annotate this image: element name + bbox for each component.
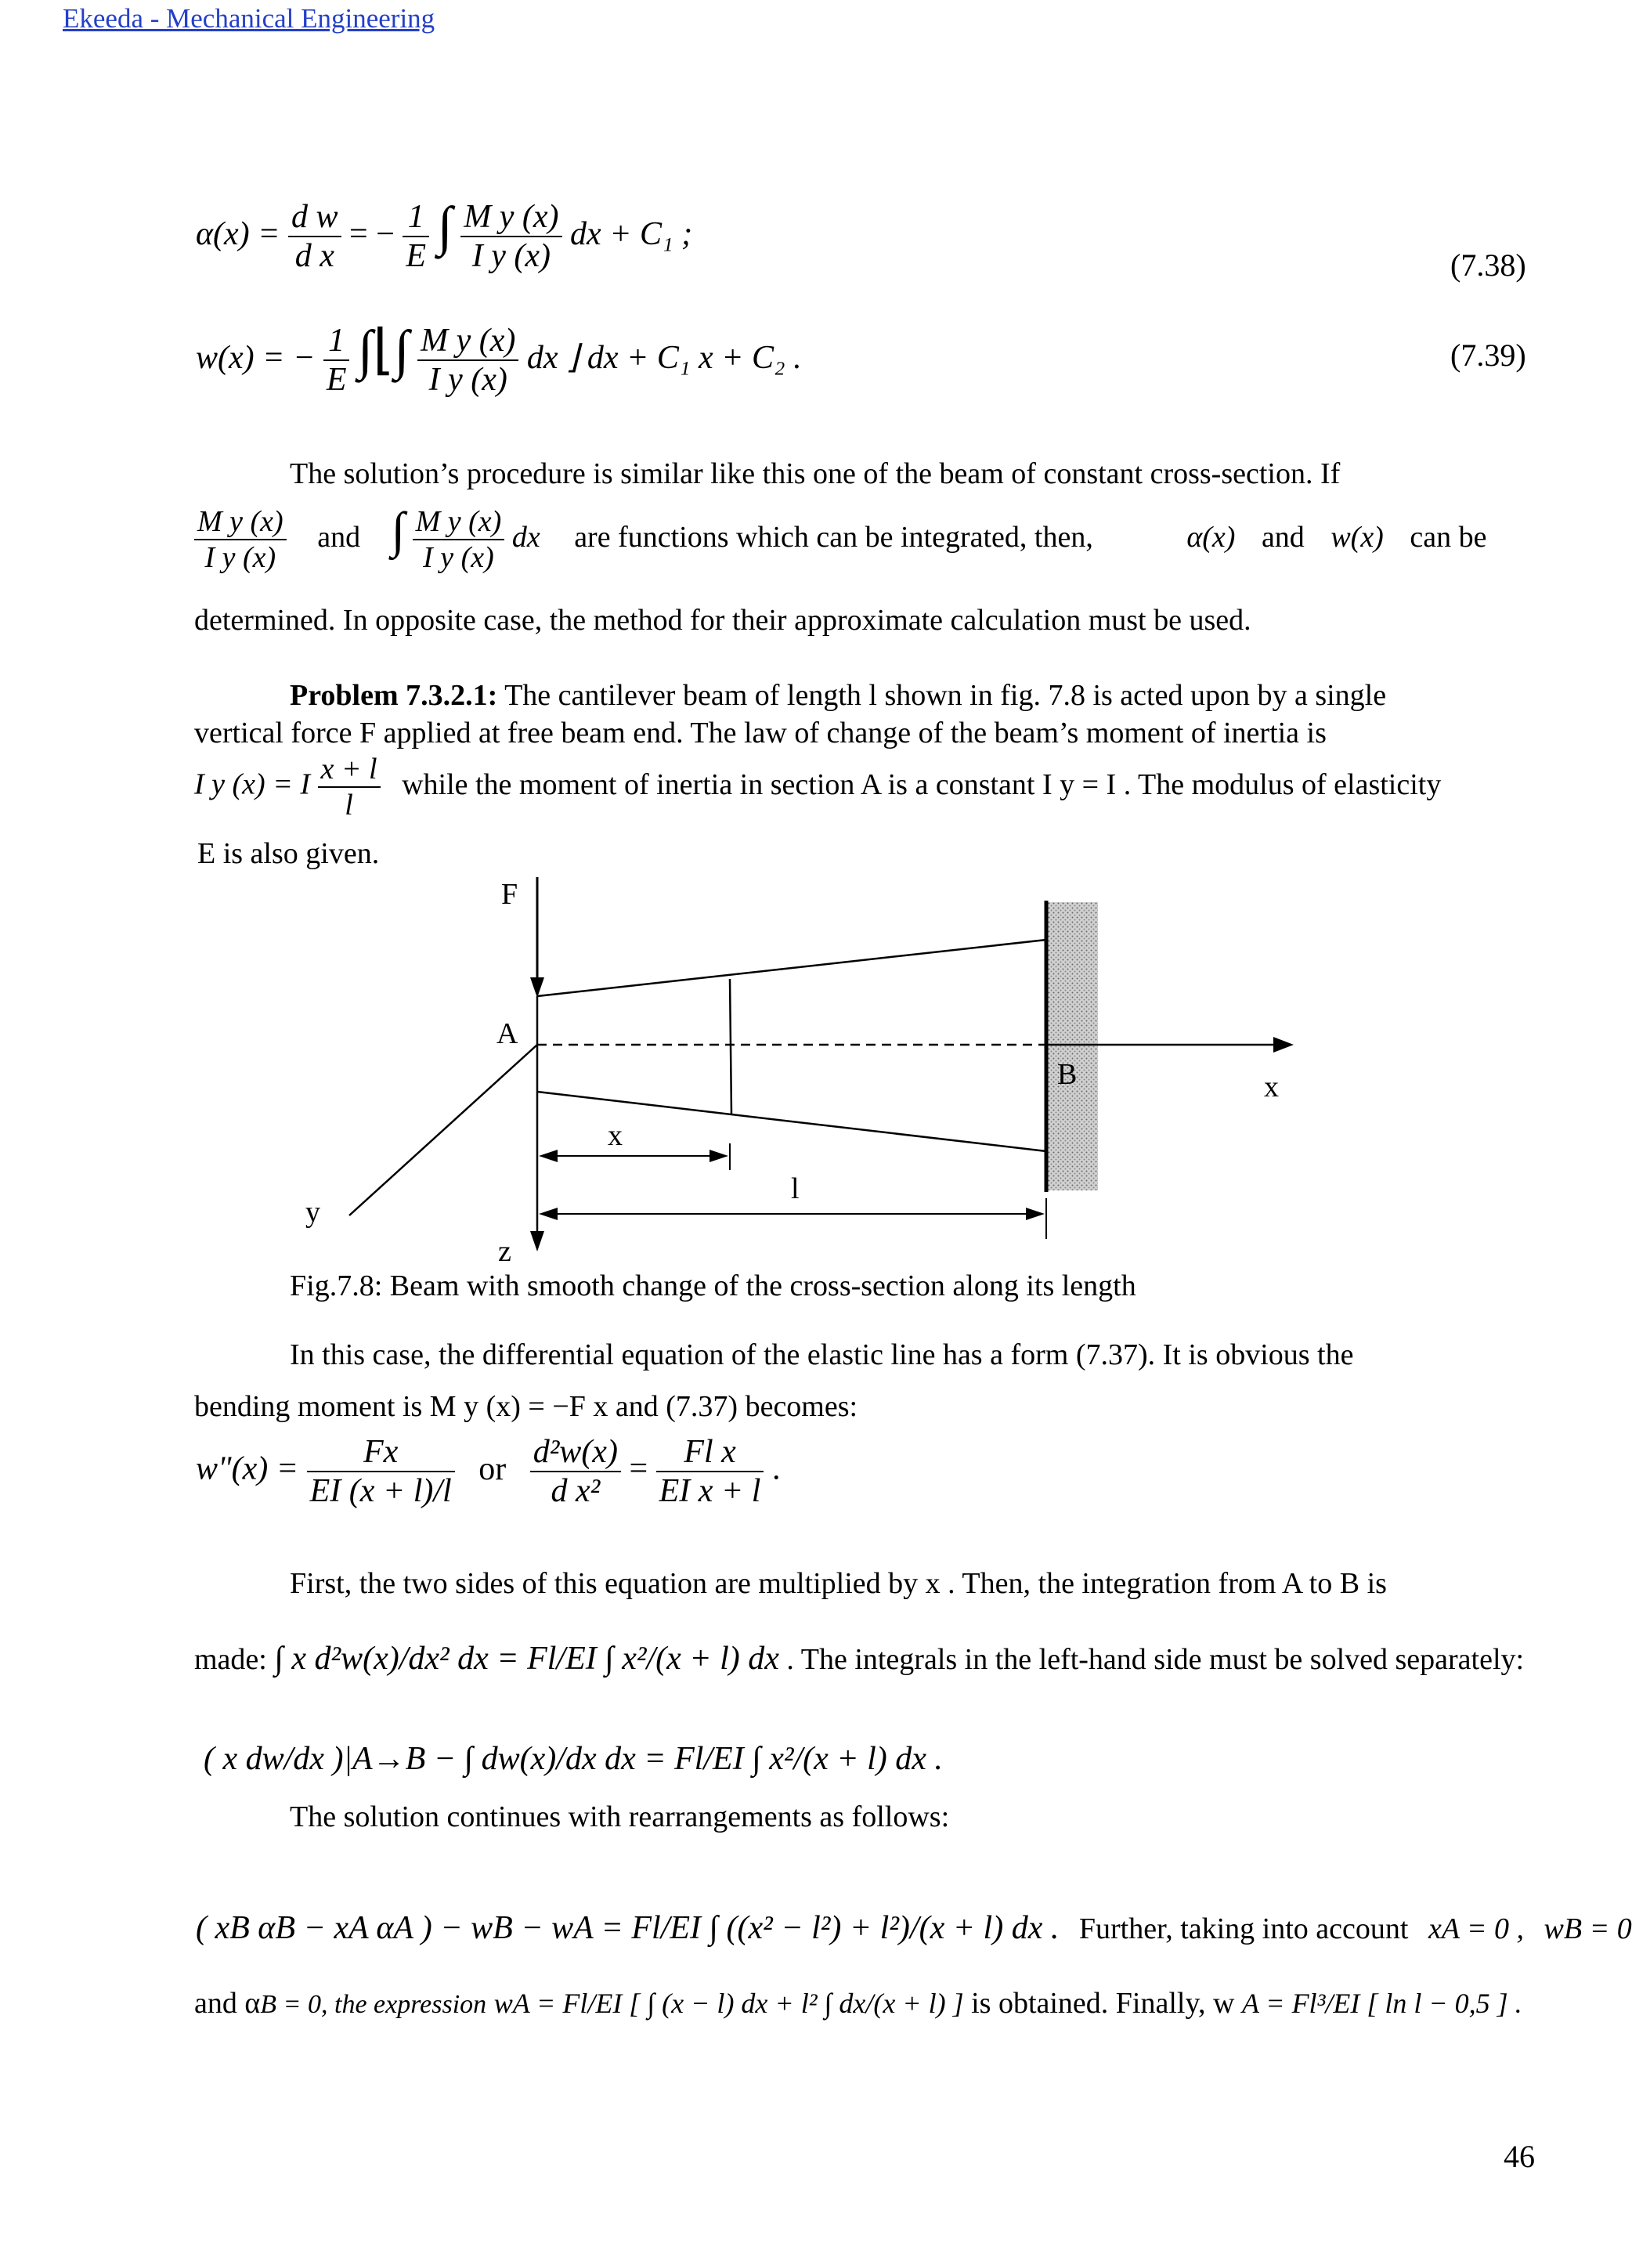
label-y: y <box>305 1196 320 1229</box>
p3-line2 <box>194 1640 1524 1678</box>
eq738-coef: $\frac{1}{E}$ <box>403 198 429 275</box>
p2-line2: bending moment is M y (x) = −F x and (7.37) becomes: <box>194 1390 858 1423</box>
z-axis-arrow <box>530 1231 544 1251</box>
p5-alphaB: B = 0, the expression <box>260 1990 487 2019</box>
eq737-lhs: w"(x) = <box>196 1450 299 1487</box>
p1-dx: dx <box>511 521 540 554</box>
eq739-integrand: $\frac{\text{M y (x)}}{\text{I y (x)}}$ <box>417 322 518 399</box>
p5-and: and α <box>194 1987 261 2020</box>
p1-line3: determined. In opposite case, the method for their approximate calculation must be used. <box>194 604 1251 637</box>
eq738-derivative: $\frac{\text{d w}}{\text{d x}}$ <box>288 198 341 275</box>
eq737-dot: . <box>771 1450 781 1487</box>
y-axis-line <box>349 1045 537 1215</box>
eq738-eq: = − <box>349 216 395 252</box>
eq738-lhs: α(x) = <box>196 216 280 252</box>
dim-l-arrow-left <box>539 1208 558 1220</box>
p5-wA: wA = Fl/EI [ ∫ (x − l) dx + l² ∫ dx/(x + l) ] <box>493 1988 964 2019</box>
page-number: 46 <box>1504 2139 1535 2174</box>
wall-hatch <box>1048 902 1098 1190</box>
p1-and1: and <box>317 521 361 554</box>
p4-line1: The solution continues with rearrangements as follows: <box>290 1800 950 1833</box>
problem-inertia-frac: $\frac{x + l}{l}$ <box>318 752 381 822</box>
figure-caption: Fig.7.8: Beam with smooth change of the cross-section along its length <box>290 1269 1136 1302</box>
p1-line1: The solution’s procedure is similar like this one of the beam of constant cross-section. If <box>290 457 1341 490</box>
eq739-coef: $\frac{1}{E}$ <box>323 322 350 399</box>
eq737-equals: = <box>629 1450 648 1487</box>
p1-and2: and <box>1261 521 1305 554</box>
eq739-lhs: w(x) = − <box>196 340 316 376</box>
p4-line2 <box>196 1909 1632 1947</box>
label-A: A <box>496 1017 518 1050</box>
p5-line1 <box>194 1986 1541 2021</box>
eq739-number: (7.39) <box>1450 338 1526 373</box>
beam-top-edge <box>537 940 1046 996</box>
label-B: B <box>1057 1058 1078 1091</box>
header-link[interactable]: Ekeeda - Mechanical Engineering <box>63 3 435 34</box>
eq737-rhs2-frac: $\frac{\text{Fl x}}{\text{EI x + l}}$ <box>656 1433 764 1510</box>
p3-line1: First, the two sides of this equation are multiplied by x . Then, the integration from A to B is <box>290 1567 1387 1600</box>
p1-canbe: can be <box>1410 521 1487 554</box>
p3-eq2: ( x dw/dx )|A→B − ∫ dw(x)/dx dx = Fl/EI ∫ x²/(x + l) dx . <box>204 1741 943 1777</box>
eq737-frac: $\frac{Fx}{EI (x + l)/l}$ <box>307 1433 455 1510</box>
eq737-or: or <box>478 1450 507 1487</box>
dim-x-arrow-left <box>539 1150 558 1162</box>
p3-integral-eq: ∫ x d²w(x)/dx² dx = Fl/EI ∫ x²/(x + l) dx <box>274 1641 779 1677</box>
p3-tail: . The integrals in the left-hand side must be solved separately: <box>786 1643 1525 1676</box>
label-x-axis: x <box>1264 1071 1279 1103</box>
p1-w: w(x) <box>1331 521 1384 554</box>
eq737-rhs-frac: $\frac{\text{d²w(x)}}{\text{d x²}}$ <box>530 1433 621 1510</box>
equation-737-form <box>196 1433 780 1510</box>
label-x-dim: x <box>608 1119 623 1152</box>
x-axis-arrow <box>1273 1037 1294 1053</box>
problem-line3-rest: while the moment of inertia in section A is a constant I y = I . The modulus of elasticity <box>402 767 1442 801</box>
p3-made: made: <box>194 1643 267 1676</box>
problem-line4: E is also given. <box>197 837 380 870</box>
eq738-integral-sign: ∫ <box>437 197 453 257</box>
label-F: F <box>501 878 518 911</box>
p1-integral-sign: ∫ <box>391 502 406 558</box>
p5-final: A = Fl³/EI [ ln l − 0,5 ] . <box>1241 1988 1522 2019</box>
dim-x-arrow-right <box>709 1150 728 1162</box>
problem-label: Problem 7.3.2.1: <box>290 679 498 712</box>
p4-cond2: wB = 0 <box>1544 1912 1632 1945</box>
problem-inertia-lhs: I y (x) = I <box>194 767 310 801</box>
p5-obtained: is obtained. Finally, w <box>971 1987 1235 2020</box>
label-l-dim: l <box>791 1172 800 1205</box>
eq738-integrand: $\frac{\text{M y (x)}}{\text{I y (x)}}$ <box>460 198 561 275</box>
problem-line2: vertical force F applied at free beam end. The law of change of the beam’s moment of inertia is <box>194 717 1327 749</box>
p4-tail: Further, taking into account <box>1078 1912 1409 1945</box>
eq738-tail: dx + C₁ ; <box>570 216 693 252</box>
p1-frac2: $\frac{\text{M y (x)}}{\text{I y (x)}}$ <box>413 504 505 575</box>
p4-cond1: xA = 0 , <box>1428 1912 1525 1945</box>
beam-section-line <box>730 979 731 1114</box>
label-z: z <box>498 1235 511 1268</box>
eq738-number: (7.38) <box>1450 247 1526 283</box>
dim-l-arrow-right <box>1026 1208 1045 1220</box>
problem-text: The cantilever beam of length l shown in fig. 7.8 is acted upon by a single <box>504 679 1387 712</box>
p1-mid: are functions which can be integrated, then, <box>574 521 1093 554</box>
eq739-tail: dx ⌋ dx + C₁ x + C₂ . <box>526 340 802 376</box>
p1-alpha: α(x) <box>1186 521 1236 554</box>
eq739-integral-sign: ∫⌊∫ <box>357 320 410 381</box>
p1-frac1: $\frac{\text{M y (x)}}{\text{I y (x)}}$ <box>194 504 287 575</box>
p2-line1: In this case, the differential equation of the elastic line has a form (7.37). It is obvious the <box>290 1338 1354 1371</box>
p4-eq: ( xB αB − xA αA ) − wB − wA = Fl/EI ∫ ((x² − l²) + l²)/(x + l) dx . <box>196 1910 1060 1946</box>
